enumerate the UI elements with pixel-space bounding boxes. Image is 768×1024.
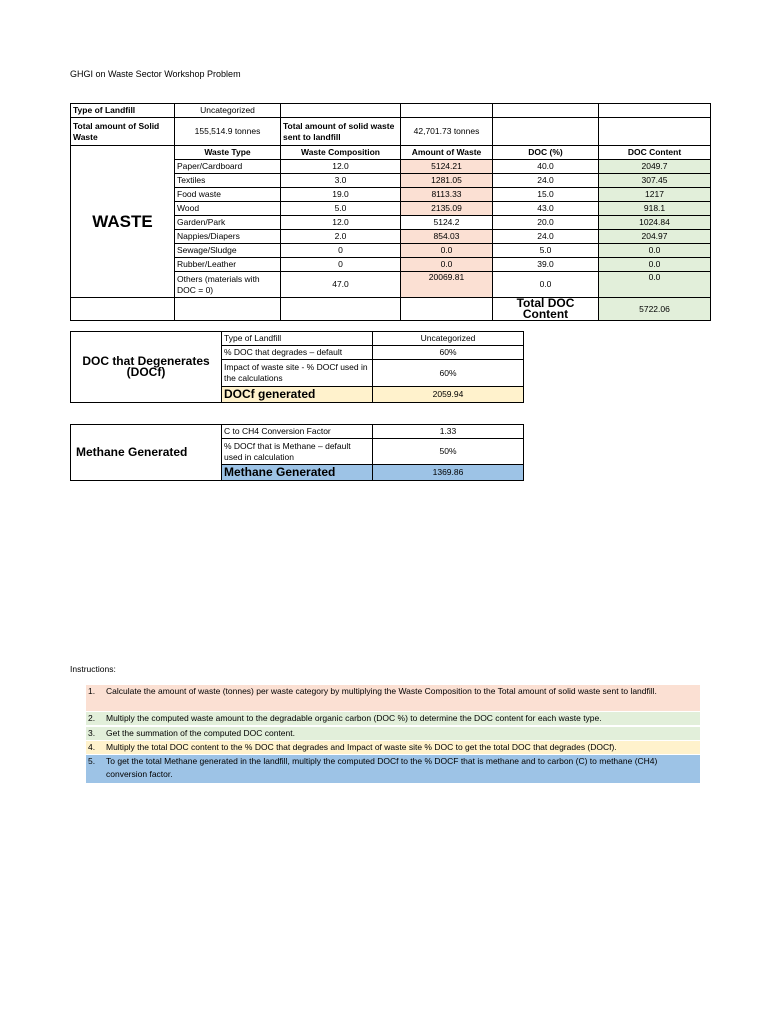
composition-cell: 3.0 bbox=[281, 174, 401, 188]
header-amount-of-waste: Amount of Waste bbox=[401, 146, 493, 160]
docf-row-value: Uncategorized bbox=[373, 332, 524, 346]
doc-cell: 40.0 bbox=[493, 160, 599, 174]
type-of-landfill-label: Type of Landfill bbox=[71, 104, 175, 118]
waste-table bbox=[70, 103, 711, 321]
docf-generated-label: DOCf generated bbox=[222, 387, 373, 403]
instruction-item bbox=[86, 685, 700, 711]
composition-cell: 12.0 bbox=[281, 160, 401, 174]
landfill-waste-label: Total amount of solid waste sent to landfill bbox=[281, 118, 401, 146]
instruction-text: Calculate the amount of waste (tonnes) per waste category by multiplying the Waste Composition to the Total amount of solid waste sent to landfill. bbox=[106, 686, 657, 696]
document-title: GHGI on Waste Sector Workshop Problem bbox=[70, 69, 241, 79]
instruction-number: 5. bbox=[88, 756, 96, 766]
methane-section-label: Methane Generated bbox=[71, 425, 222, 481]
waste-section-label: WASTE bbox=[71, 146, 175, 298]
doc-content-cell: 2049.7 bbox=[599, 160, 711, 174]
total-solid-waste-value: 155,514.9 tonnes bbox=[175, 118, 281, 146]
docf-row-label: Type of Landfill bbox=[222, 332, 373, 346]
landfill-waste-value: 42,701.73 tonnes bbox=[401, 118, 493, 146]
instruction-item bbox=[86, 755, 700, 783]
methane-row-label: C to CH4 Conversion Factor bbox=[222, 425, 373, 439]
docf-table bbox=[70, 331, 524, 403]
header-waste-type: Waste Type bbox=[175, 146, 281, 160]
total-doc-content-value: 5722.06 bbox=[599, 298, 711, 321]
docf-generated-value: 2059.94 bbox=[373, 387, 524, 403]
header-waste-composition: Waste Composition bbox=[281, 146, 401, 160]
methane-generated-label: Methane Generated bbox=[222, 465, 373, 481]
waste-type-cell: Textiles bbox=[175, 174, 281, 188]
doc-content-cell: 918.1 bbox=[599, 202, 711, 216]
doc-cell: 20.0 bbox=[493, 216, 599, 230]
methane-table bbox=[70, 424, 524, 481]
composition-cell: 47.0 bbox=[281, 272, 401, 298]
methane-row-value: 1.33 bbox=[373, 425, 524, 439]
instruction-item bbox=[86, 727, 700, 740]
instruction-number: 2. bbox=[88, 713, 96, 723]
doc-content-cell: 0.0 bbox=[599, 244, 711, 258]
header-doc-percent: DOC (%) bbox=[493, 146, 599, 160]
docf-section-label: DOC that Degenerates (DOCf) bbox=[71, 332, 222, 403]
doc-content-cell: 1024.84 bbox=[599, 216, 711, 230]
total-doc-content-label: Total DOC Content bbox=[493, 298, 599, 321]
doc-cell: 24.0 bbox=[493, 230, 599, 244]
instruction-number: 1. bbox=[88, 686, 96, 696]
total-solid-waste-label: Total amount of Solid Waste bbox=[71, 118, 175, 146]
composition-cell: 0 bbox=[281, 258, 401, 272]
amount-cell: 854.03 bbox=[401, 230, 493, 244]
doc-content-cell: 0.0 bbox=[599, 258, 711, 272]
waste-type-cell: Food waste bbox=[175, 188, 281, 202]
docf-row-value: 60% bbox=[373, 346, 524, 360]
doc-cell: 0.0 bbox=[493, 272, 599, 298]
composition-cell: 2.0 bbox=[281, 230, 401, 244]
amount-cell: 5124.21 bbox=[401, 160, 493, 174]
composition-cell: 12.0 bbox=[281, 216, 401, 230]
methane-row-value: 50% bbox=[373, 439, 524, 465]
amount-cell: 0.0 bbox=[401, 258, 493, 272]
docf-row-label: Impact of waste site - % DOCf used in the calculations bbox=[222, 360, 373, 387]
amount-cell: 20069.81 bbox=[401, 272, 493, 298]
instruction-text: Get the summation of the computed DOC content. bbox=[106, 728, 295, 738]
doc-cell: 5.0 bbox=[493, 244, 599, 258]
doc-content-cell: 307.45 bbox=[599, 174, 711, 188]
methane-generated-value: 1369.86 bbox=[373, 465, 524, 481]
header-doc-content: DOC Content bbox=[599, 146, 711, 160]
instruction-text: Multiply the computed waste amount to the degradable organic carbon (DOC %) to determine the DOC content for each waste type. bbox=[106, 713, 602, 723]
amount-cell: 1281.05 bbox=[401, 174, 493, 188]
type-of-landfill-value: Uncategorized bbox=[175, 104, 281, 118]
waste-type-cell: Garden/Park bbox=[175, 216, 281, 230]
amount-cell: 5124.2 bbox=[401, 216, 493, 230]
doc-content-cell: 1217 bbox=[599, 188, 711, 202]
composition-cell: 5.0 bbox=[281, 202, 401, 216]
waste-type-cell: Rubber/Leather bbox=[175, 258, 281, 272]
doc-cell: 24.0 bbox=[493, 174, 599, 188]
waste-type-cell: Wood bbox=[175, 202, 281, 216]
amount-cell: 8113.33 bbox=[401, 188, 493, 202]
instruction-number: 3. bbox=[88, 728, 96, 738]
instruction-item bbox=[86, 741, 700, 754]
instruction-text: Multiply the total DOC content to the % DOC that degrades and Impact of waste site % DOC to get the total DOC that degrades (DOCf). bbox=[106, 742, 617, 752]
instructions-label: Instructions: bbox=[70, 664, 116, 674]
doc-content-cell: 204.97 bbox=[599, 230, 711, 244]
doc-cell: 43.0 bbox=[493, 202, 599, 216]
docf-row-value: 60% bbox=[373, 360, 524, 387]
composition-cell: 0 bbox=[281, 244, 401, 258]
methane-row-label: % DOCf that is Methane – default used in calculation bbox=[222, 439, 373, 465]
waste-type-cell: Sewage/Sludge bbox=[175, 244, 281, 258]
composition-cell: 19.0 bbox=[281, 188, 401, 202]
docf-row-label: % DOC that degrades – default bbox=[222, 346, 373, 360]
doc-cell: 39.0 bbox=[493, 258, 599, 272]
waste-type-cell: Paper/Cardboard bbox=[175, 160, 281, 174]
waste-type-cell: Others (materials with DOC = 0) bbox=[175, 272, 281, 298]
amount-cell: 0.0 bbox=[401, 244, 493, 258]
amount-cell: 2135.09 bbox=[401, 202, 493, 216]
instruction-item bbox=[86, 712, 700, 725]
instruction-number: 4. bbox=[88, 742, 96, 752]
waste-type-cell: Nappies/Diapers bbox=[175, 230, 281, 244]
doc-cell: 15.0 bbox=[493, 188, 599, 202]
doc-content-cell: 0.0 bbox=[599, 272, 711, 298]
instruction-text: To get the total Methane generated in the landfill, multiply the computed DOCf to the % DOCF that is methane and to carbon (C) to methane (CH4) conversion factor. bbox=[106, 756, 658, 779]
